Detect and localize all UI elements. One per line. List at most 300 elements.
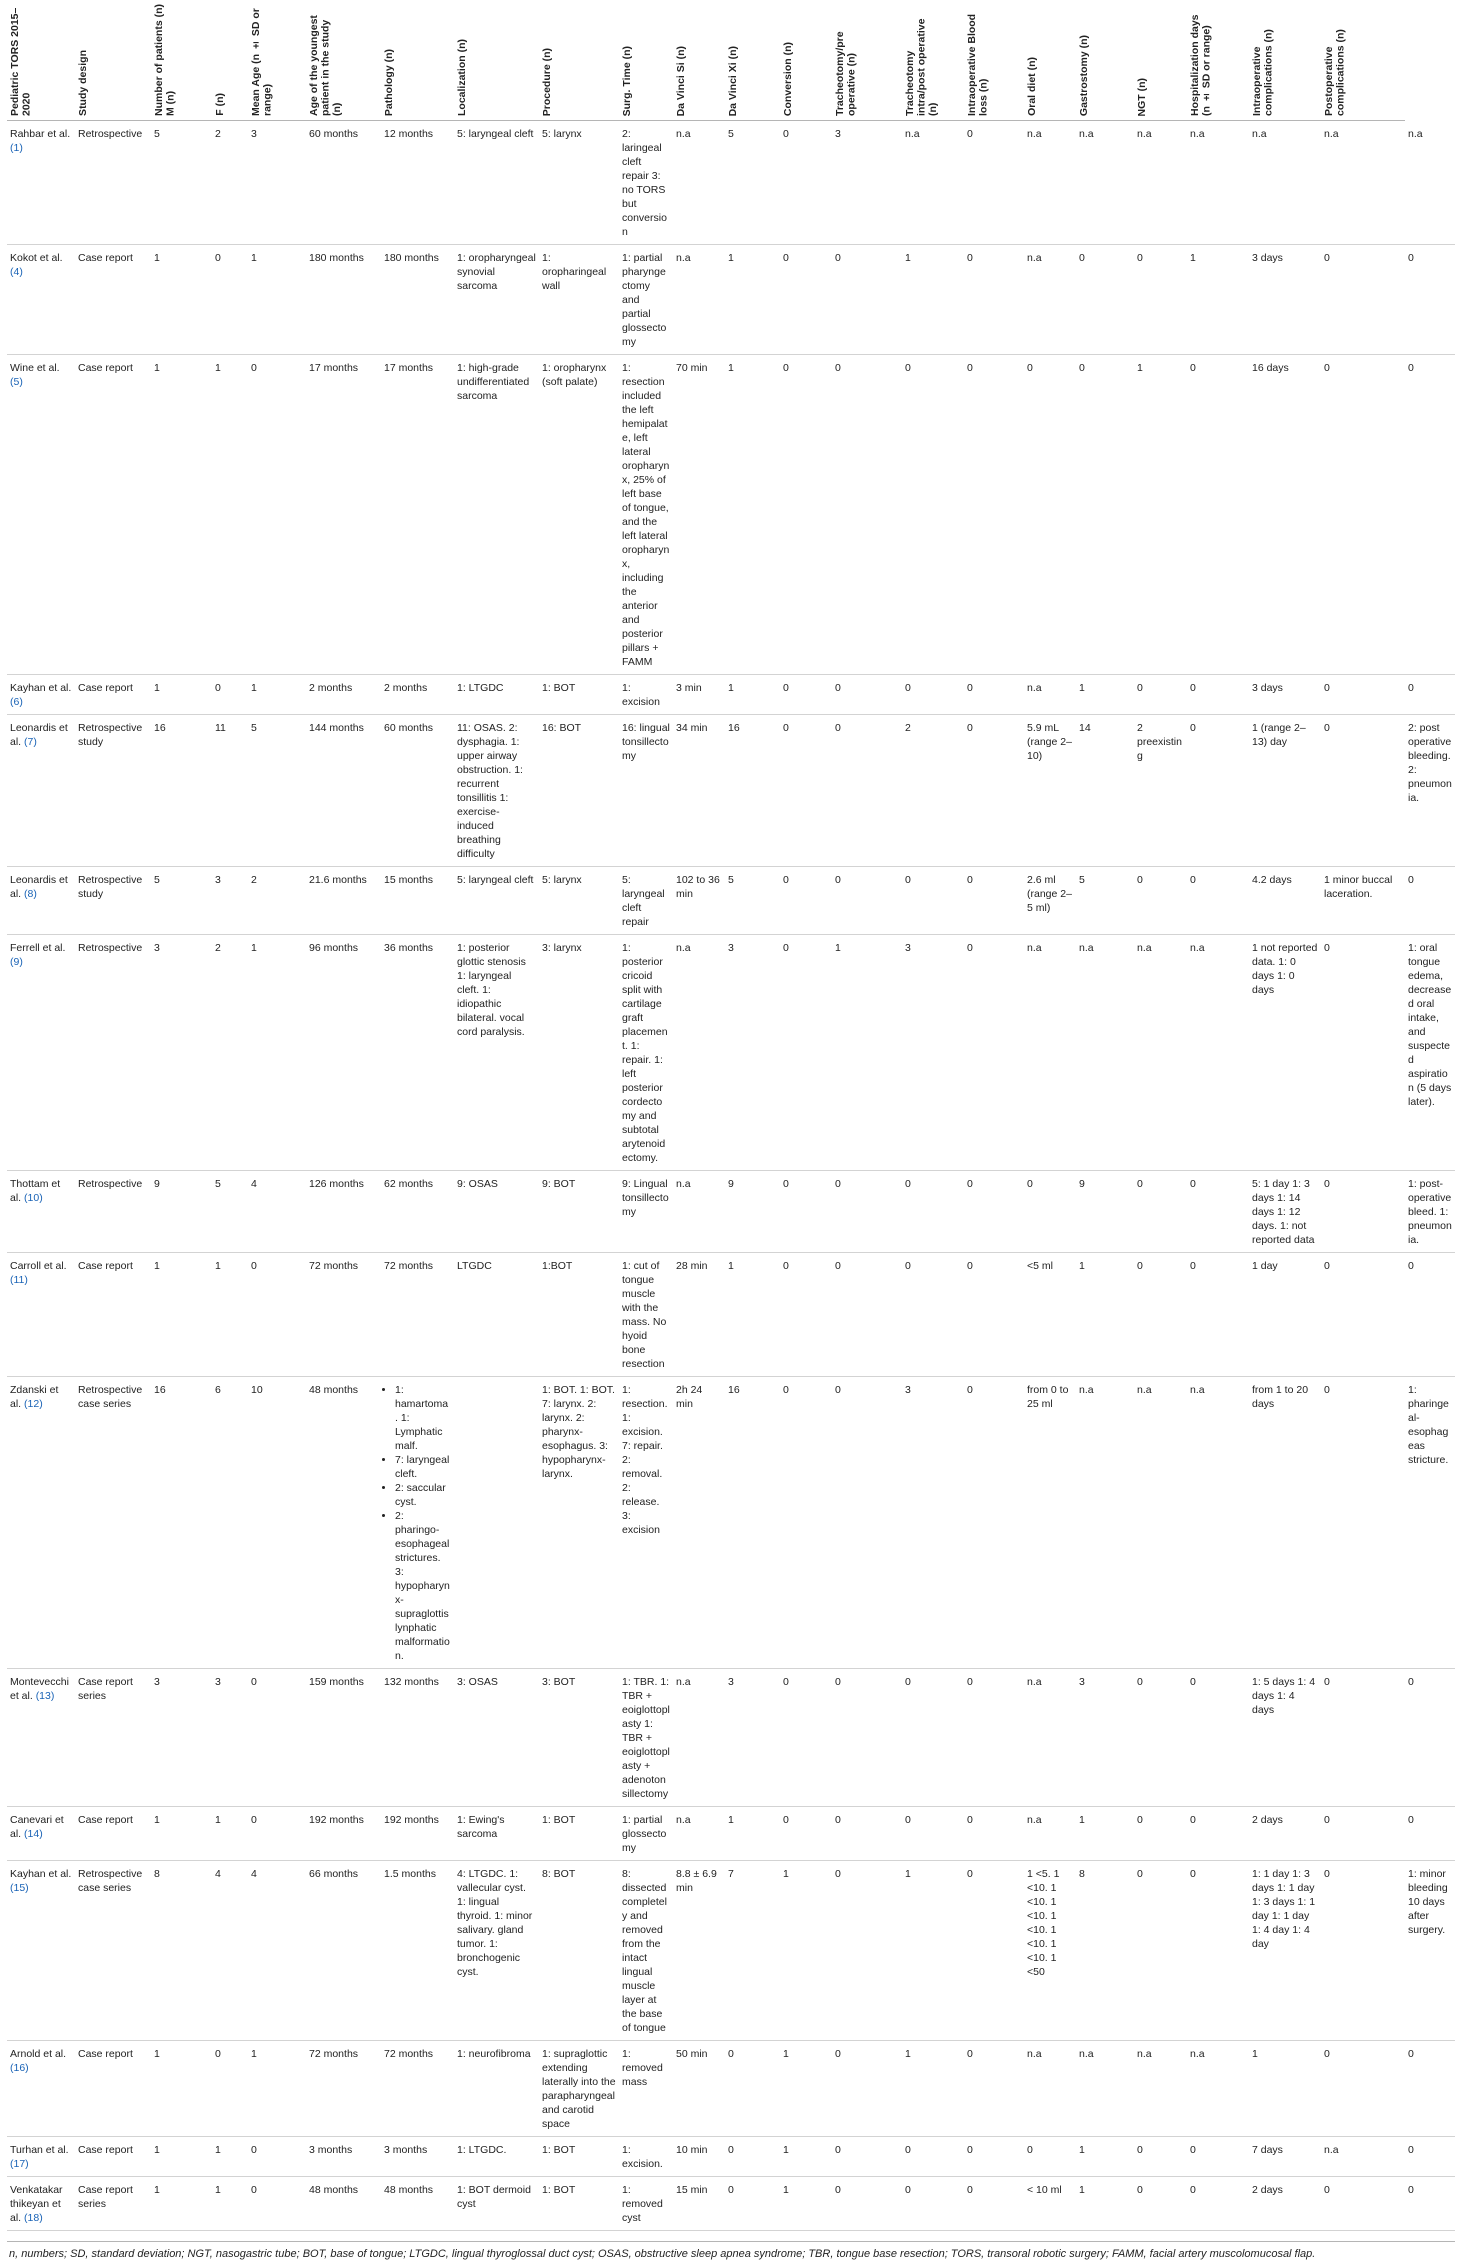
table-cell: 1	[212, 2177, 248, 2231]
reference-link[interactable]: (11)	[10, 1274, 28, 1286]
table-cell: 0	[832, 245, 902, 355]
study-cell	[7, 935, 75, 1171]
table-cell: 8	[151, 1861, 212, 2041]
table-cell: Case report	[75, 2137, 151, 2177]
table-cell: 0	[964, 121, 1024, 245]
table-cell: 1	[725, 355, 780, 675]
table-row	[7, 1669, 1455, 1807]
table-cell: n.a	[1187, 935, 1249, 1171]
table-cell: 11	[212, 715, 248, 867]
table-body	[7, 121, 1455, 2231]
table-cell: LTGDC	[454, 1253, 539, 1377]
table-cell: 0	[780, 245, 832, 355]
table-row	[7, 2041, 1455, 2137]
table-cell: 0	[1187, 675, 1249, 715]
table-cell: 1: 1 day 1: 3 days 1: 1 day 1: 3 days 1: 1 day 1: 1 day 1: 4 day 1: 4 day	[1249, 1861, 1321, 2041]
table-cell: 1	[248, 675, 306, 715]
table-cell: 1	[780, 2177, 832, 2231]
table-cell: 0	[832, 1669, 902, 1807]
table-cell: 0	[780, 675, 832, 715]
column-header: Oral diet (n)	[1024, 4, 1076, 121]
table-cell: n.a	[1076, 2041, 1134, 2137]
study-cell	[7, 675, 75, 715]
table-cell: 0	[964, 245, 1024, 355]
table-cell: 1	[832, 935, 902, 1171]
reference-link[interactable]: (15)	[10, 1882, 29, 1894]
table-cell: 0	[1187, 867, 1249, 935]
table-cell: 3	[832, 121, 902, 245]
study-cell	[7, 245, 75, 355]
table-cell: 9: OSAS	[454, 1171, 539, 1253]
reference-link[interactable]: (1)	[10, 142, 23, 154]
table-cell: 3	[902, 1377, 964, 1669]
table-cell: 5	[248, 715, 306, 867]
table-cell: 159 months	[306, 1669, 381, 1807]
table-cell: n.a	[902, 121, 964, 245]
study-name: Venkatakar thikeyan et al.	[10, 2184, 63, 2224]
table-cell: 0	[1321, 2041, 1405, 2137]
table-cell: 0	[1405, 675, 1455, 715]
table-cell: 1	[725, 245, 780, 355]
table-cell: 3 months	[381, 2137, 454, 2177]
table-cell: 1: oropharyngeal synovial sarcoma	[454, 245, 539, 355]
table-cell: 9: Lingual tonsillectomy	[619, 1171, 673, 1253]
list-item: • 1: hamartoma. 1: Lymphatic malf.	[395, 1383, 451, 1453]
table-cell: 0	[725, 2177, 780, 2231]
table-cell: 0	[832, 2041, 902, 2137]
table-cell: 0	[964, 1253, 1024, 1377]
study-name: Carroll et al.	[10, 1260, 67, 1272]
table-cell: 2 preexisting	[1134, 715, 1187, 867]
table-cell: Case report	[75, 675, 151, 715]
table-cell: 3	[248, 121, 306, 245]
table-cell: 0	[1187, 355, 1249, 675]
table-cell: n.a	[1024, 1807, 1076, 1861]
table-cell: Retrospective	[75, 1171, 151, 1253]
study-cell	[7, 2041, 75, 2137]
table-cell: 2.6 ml (range 2–5 ml)	[1024, 867, 1076, 935]
table-cell: 0	[902, 2137, 964, 2177]
table-cell: 1: oropharynx (soft palate)	[539, 355, 619, 675]
table-cell: n.a	[1187, 121, 1249, 245]
table-cell: 0	[964, 675, 1024, 715]
table-cell: n.a	[1134, 121, 1187, 245]
column-header: Number of patients (n) M (n)	[151, 4, 212, 121]
table-cell: 10 min	[673, 2137, 725, 2177]
table-cell: 0	[1405, 1253, 1455, 1377]
table-cell: 0	[964, 355, 1024, 675]
table-cell: 0	[780, 935, 832, 1171]
table-cell: 0	[1024, 1171, 1076, 1253]
table-cell: 126 months	[306, 1171, 381, 1253]
table-cell: 3 min	[673, 675, 725, 715]
table-cell: 8.8 ± 6.9 min	[673, 1861, 725, 2041]
table-row	[7, 935, 1455, 1171]
table-cell: 1.5 months	[381, 1861, 454, 2041]
table-cell: 1: LTGDC.	[454, 2137, 539, 2177]
table-cell: 0	[1187, 2137, 1249, 2177]
table-cell: 0	[1134, 1669, 1187, 1807]
table-cell: 17 months	[306, 355, 381, 675]
table-cell: 1	[725, 1807, 780, 1861]
table-cell: 16: BOT	[539, 715, 619, 867]
column-header: Hospitalization days (n ± SD or range)	[1187, 4, 1249, 121]
column-header: Da Vinci Si (n)	[673, 4, 725, 121]
table-cell: 0	[1024, 355, 1076, 675]
table-cell: 180 months	[306, 245, 381, 355]
table-cell: 0	[1134, 1171, 1187, 1253]
table-cell: Retrospective	[75, 121, 151, 245]
table-cell: 0	[1405, 2177, 1455, 2231]
study-cell	[7, 715, 75, 867]
table-cell: 0	[1321, 1253, 1405, 1377]
table-cell: 1: BOT	[539, 2177, 619, 2231]
table-cell: 0	[832, 715, 902, 867]
table-cell: n.a	[1024, 245, 1076, 355]
footnote-divider	[7, 2241, 1455, 2242]
table-cell: 5	[151, 121, 212, 245]
table-cell: 1	[151, 2177, 212, 2231]
table-cell: 4	[248, 1861, 306, 2041]
reference-link[interactable]: (13)	[35, 1690, 55, 1702]
table-cell: 2	[212, 121, 248, 245]
table-row	[7, 1171, 1455, 1253]
reference-link[interactable]: (12)	[24, 1398, 43, 1410]
table-cell: 0	[964, 2041, 1024, 2137]
table-cell: 0	[248, 2177, 306, 2231]
study-cell	[7, 355, 75, 675]
table-cell: 1	[212, 355, 248, 675]
study-cell	[7, 121, 75, 245]
table-cell: 1: posterior cricoid split with cartilage graft placement. 1: repair. 1: left posterior cordectomy and subtotal arytenoidectomy.	[619, 935, 673, 1171]
table-cell: 0	[964, 1861, 1024, 2041]
table-cell: 1 (range 2–13) day	[1249, 715, 1321, 867]
table-cell: 0	[832, 2137, 902, 2177]
table-cell: 1	[151, 245, 212, 355]
table-cell: 3	[151, 1669, 212, 1807]
table-cell: 0	[1187, 2177, 1249, 2231]
table-cell: 0	[902, 1807, 964, 1861]
table-cell: 48 months	[306, 2177, 381, 2231]
column-header: NGT (n)	[1134, 4, 1187, 121]
table-cell: 17 months	[381, 355, 454, 675]
table-cell: 0	[248, 1807, 306, 1861]
table-cell: 1: resection included the left hemipalate, left lateral oropharynx, 25% of left base of tongue, and the left lateral oropharynx, including the anterior and posterior pillars + FAMM	[619, 355, 673, 675]
table-cell: n.a	[1076, 121, 1134, 245]
table-cell: 1	[1187, 245, 1249, 355]
table-cell: 1: BOT dermoid cyst	[454, 2177, 539, 2231]
table-cell: 60 months	[306, 121, 381, 245]
table-cell: 1: pharingeal-esophageas stricture.	[1405, 1377, 1455, 1669]
table-cell: 0	[1405, 1807, 1455, 1861]
table-row	[7, 2177, 1455, 2231]
reference-link[interactable]: (14)	[24, 1828, 43, 1840]
table-cell: n.a	[1249, 121, 1321, 245]
table-row	[7, 1807, 1455, 1861]
table-cell: 50 min	[673, 2041, 725, 2137]
table-cell: 1:BOT	[539, 1253, 619, 1377]
table-cell: 1	[151, 355, 212, 675]
table-cell: 1	[1249, 2041, 1321, 2137]
table-cell: 1	[248, 935, 306, 1171]
table-cell: 0	[1405, 355, 1455, 675]
table-cell: 0	[902, 1669, 964, 1807]
table-cell: 5.9 mL (range 2–10)	[1024, 715, 1076, 867]
table-cell: 16 days	[1249, 355, 1321, 675]
table-cell: 1: removed mass	[619, 2041, 673, 2137]
table-cell: 192 months	[381, 1807, 454, 1861]
table-cell: 3	[212, 1669, 248, 1807]
table-cell: 4	[248, 1171, 306, 1253]
column-header: Postoperative complications (n)	[1321, 4, 1405, 121]
table-cell: 0	[1321, 1377, 1405, 1669]
column-header: Intraoperative Blood loss (n)	[964, 4, 1024, 121]
table-cell: 21.6 months	[306, 867, 381, 935]
study-table	[7, 1, 1455, 2231]
column-header: F (n)	[212, 4, 248, 121]
study-name: Wine et al.	[10, 362, 60, 374]
table-cell: 0	[1134, 1861, 1187, 2041]
table-row	[7, 355, 1455, 675]
table-cell: 0	[1076, 355, 1134, 675]
table-cell: 6	[212, 1377, 248, 1669]
table-cell: 0	[1134, 2137, 1187, 2177]
table-cell: Retrospective case series	[75, 1377, 151, 1669]
table-cell: 1	[151, 2041, 212, 2137]
table-cell: 1	[902, 1861, 964, 2041]
table-cell: 1: post-operative bleed. 1: pneumonia.	[1405, 1171, 1455, 1253]
table-cell: 0	[902, 675, 964, 715]
reference-link[interactable]: (16)	[10, 2062, 29, 2074]
table-cell: 0	[1187, 1171, 1249, 1253]
study-name: Kayhan et al.	[10, 1868, 72, 1880]
table-cell: 1: cut of tongue muscle with the mass. No hyoid bone resection	[619, 1253, 673, 1377]
table-cell: 14	[1076, 715, 1134, 867]
study-cell	[7, 1171, 75, 1253]
table-row	[7, 2137, 1455, 2177]
column-header: Intraoperative complications (n)	[1249, 4, 1321, 121]
study-cell	[7, 1377, 75, 1669]
table-cell: 1	[902, 2041, 964, 2137]
reference-link[interactable]: (7)	[24, 736, 37, 748]
study-cell	[7, 1861, 75, 2041]
study-cell	[7, 1807, 75, 1861]
study-name: Zdanski et al.	[10, 1384, 59, 1410]
table-cell: 0	[832, 867, 902, 935]
table-cell: 1	[212, 1807, 248, 1861]
study-cell	[7, 2177, 75, 2231]
table-cell: n.a	[1321, 121, 1405, 245]
table-cell: 0	[780, 1171, 832, 1253]
table-cell: 0	[248, 355, 306, 675]
table-cell: 0	[725, 2041, 780, 2137]
table-cell: 3: larynx	[539, 935, 619, 1171]
table-cell: 1 minor buccal laceration.	[1321, 867, 1405, 935]
reference-link[interactable]: (18)	[24, 2212, 43, 2224]
table-cell: 0	[964, 1807, 1024, 1861]
table-cell: 5: 1 day 1: 3 days 1: 14 days 1: 12 days. 1: not reported data	[1249, 1171, 1321, 1253]
table-cell: 0	[780, 1807, 832, 1861]
table-cell: 0	[832, 1807, 902, 1861]
table-cell: 180 months	[381, 245, 454, 355]
table-cell: 5	[212, 1171, 248, 1253]
table-cell: 0	[832, 2177, 902, 2231]
table-cell: 1: resection. 1: excision. 7: repair. 2: removal. 2: release. 3: excision	[619, 1377, 673, 1669]
table-cell: < 10 ml	[1024, 2177, 1076, 2231]
table-cell: n.a	[1134, 935, 1187, 1171]
column-header: Localization (n)	[454, 4, 539, 121]
table-cell: 0	[964, 1171, 1024, 1253]
table-cell: 0	[1187, 1861, 1249, 2041]
table-cell: 7	[725, 1861, 780, 2041]
table-cell: 1	[1076, 2177, 1134, 2231]
table-cell: 0	[832, 1377, 902, 1669]
table-cell: 0	[1405, 245, 1455, 355]
table-cell: 1	[1076, 675, 1134, 715]
table-cell: 0	[1134, 1253, 1187, 1377]
table-cell: 1 <5. 1 <10. 1 <10. 1 <10. 1 <10. 1 <10. 1 <10. 1 <50	[1024, 1861, 1076, 2041]
study-name: Leonardis et al.	[10, 722, 68, 748]
table-cell: n.a	[1405, 121, 1455, 245]
table-cell: 1 not reported data. 1: 0 days 1: 0 days	[1249, 935, 1321, 1171]
table-cell: 16	[725, 1377, 780, 1669]
reference-link[interactable]: (4)	[10, 266, 23, 278]
table-cell: 0	[780, 121, 832, 245]
study-name: Montevecchi et al.	[10, 1676, 69, 1702]
table-cell: n.a	[1134, 1377, 1187, 1669]
table-cell: 3 days	[1249, 675, 1321, 715]
table-cell: 1: excision	[619, 675, 673, 715]
table-cell: 0	[248, 1669, 306, 1807]
table-cell: n.a	[1024, 121, 1076, 245]
table-cell: Case report series	[75, 1669, 151, 1807]
table-cell: 0	[902, 1253, 964, 1377]
table-cell: 3 months	[306, 2137, 381, 2177]
reference-link[interactable]: (5)	[10, 376, 23, 388]
table-cell: 0	[964, 935, 1024, 1171]
table-cell: n.a	[1134, 2041, 1187, 2137]
table-cell: 15 min	[673, 2177, 725, 2231]
table-cell: 0	[832, 355, 902, 675]
table-cell: 1 day	[1249, 1253, 1321, 1377]
table-cell: 0	[1321, 1171, 1405, 1253]
table-cell: 5: larynx	[539, 867, 619, 935]
table-cell: 7 days	[1249, 2137, 1321, 2177]
table-cell: 1: BOT	[539, 2137, 619, 2177]
table-cell: 0	[212, 245, 248, 355]
table-cell: 0	[780, 1669, 832, 1807]
table-cell: 0	[902, 867, 964, 935]
table-cell: n.a	[1024, 675, 1076, 715]
table-row	[7, 1861, 1455, 2041]
table-cell: 4.2 days	[1249, 867, 1321, 935]
table-cell: 9	[151, 1171, 212, 1253]
table-cell: 0	[1321, 715, 1405, 867]
table-cell: 0	[780, 715, 832, 867]
column-header: Gastrostomy (n)	[1076, 4, 1134, 121]
table-cell: 9	[725, 1171, 780, 1253]
reference-link[interactable]: (9)	[10, 956, 23, 968]
table-cell: 11: OSAS. 2: dysphagia. 1: upper airway obstruction. 1: recurrent tonsillitis 1: exercise-induced breathing difficulty	[454, 715, 539, 867]
study-name: Kokot et al.	[10, 252, 63, 264]
reference-link[interactable]: (6)	[10, 696, 23, 708]
table-cell: 0	[1187, 715, 1249, 867]
table-row	[7, 1377, 1455, 1669]
table-cell: 132 months	[381, 1669, 454, 1807]
table-cell: 1	[151, 2137, 212, 2177]
table-cell: 1: oropharingeal wall	[539, 245, 619, 355]
table-cell: 0	[780, 355, 832, 675]
table-cell: 0	[964, 2137, 1024, 2177]
table-cell: 2: post operative bleeding. 2: pneumonia.	[1405, 715, 1455, 867]
table-cell: 4	[212, 1861, 248, 2041]
table-cell: 5	[151, 867, 212, 935]
reference-link[interactable]: (8)	[24, 888, 37, 900]
table-cell: 2	[212, 935, 248, 1171]
reference-link[interactable]: (10)	[24, 1192, 43, 1204]
table-cell: from 1 to 20 days	[1249, 1377, 1321, 1669]
table-cell: 1: supraglottic extending laterally into the parapharyngeal and carotid space	[539, 2041, 619, 2137]
table-cell: 5	[1076, 867, 1134, 935]
table-cell: 1	[780, 2041, 832, 2137]
table-cell: 1	[725, 675, 780, 715]
table-cell: 2 days	[1249, 2177, 1321, 2231]
table-cell: 0	[1134, 675, 1187, 715]
table-cell: n.a	[1024, 1669, 1076, 1807]
table-cell: 0	[1405, 2041, 1455, 2137]
table-cell: 2 months	[381, 675, 454, 715]
table-cell: 15 months	[381, 867, 454, 935]
table-cell: 4: LTGDC. 1: vallecular cyst. 1: lingual thyroid. 1: minor salivary. gland tumor. 1: bronchogenic cyst.	[454, 1861, 539, 2041]
table-cell: 3: OSAS	[454, 1669, 539, 1807]
column-header: Surg. Time (n)	[619, 4, 673, 121]
table-cell: 0	[1134, 245, 1187, 355]
table-cell: n.a	[1076, 935, 1134, 1171]
table-cell: 0	[1321, 2177, 1405, 2231]
table-cell: n.a	[1321, 2137, 1405, 2177]
study-name: Ferrell et al.	[10, 942, 66, 954]
pathology-cell	[381, 1377, 454, 1669]
table-cell: 192 months	[306, 1807, 381, 1861]
table-row	[7, 867, 1455, 935]
table-cell: 3	[212, 867, 248, 935]
reference-link[interactable]: (17)	[10, 2158, 29, 2170]
table-cell: 28 min	[673, 1253, 725, 1377]
table-cell: 3	[725, 935, 780, 1171]
table-cell: n.a	[1076, 1377, 1134, 1669]
table-cell: n.a	[1187, 2041, 1249, 2137]
table-cell: 1: BOT	[539, 1807, 619, 1861]
table-cell: Case report	[75, 1807, 151, 1861]
table-cell: 1	[902, 245, 964, 355]
table-cell: 5: laryngeal cleft	[454, 121, 539, 245]
table-cell: 5: laryngeal cleft repair	[619, 867, 673, 935]
table-cell: 0	[1321, 935, 1405, 1171]
column-header: Pediatric TORS 2015–2020	[7, 4, 75, 121]
table-cell: 1	[725, 1253, 780, 1377]
study-name: Arnold et al.	[10, 2048, 67, 2060]
table-row	[7, 245, 1455, 355]
table-cell: 0	[1076, 245, 1134, 355]
column-header: Da Vinci Xi (n)	[725, 4, 780, 121]
table-cell: Retrospective	[75, 935, 151, 1171]
table-cell: 1: removed cyst	[619, 2177, 673, 2231]
table-cell: 1: partial pharyngectomy and partial glossectomy	[619, 245, 673, 355]
table-cell: 10	[248, 1377, 306, 1669]
table-cell: 0	[832, 1253, 902, 1377]
table-row	[7, 121, 1455, 245]
table-cell: 1: partial glossectomy	[619, 1807, 673, 1861]
